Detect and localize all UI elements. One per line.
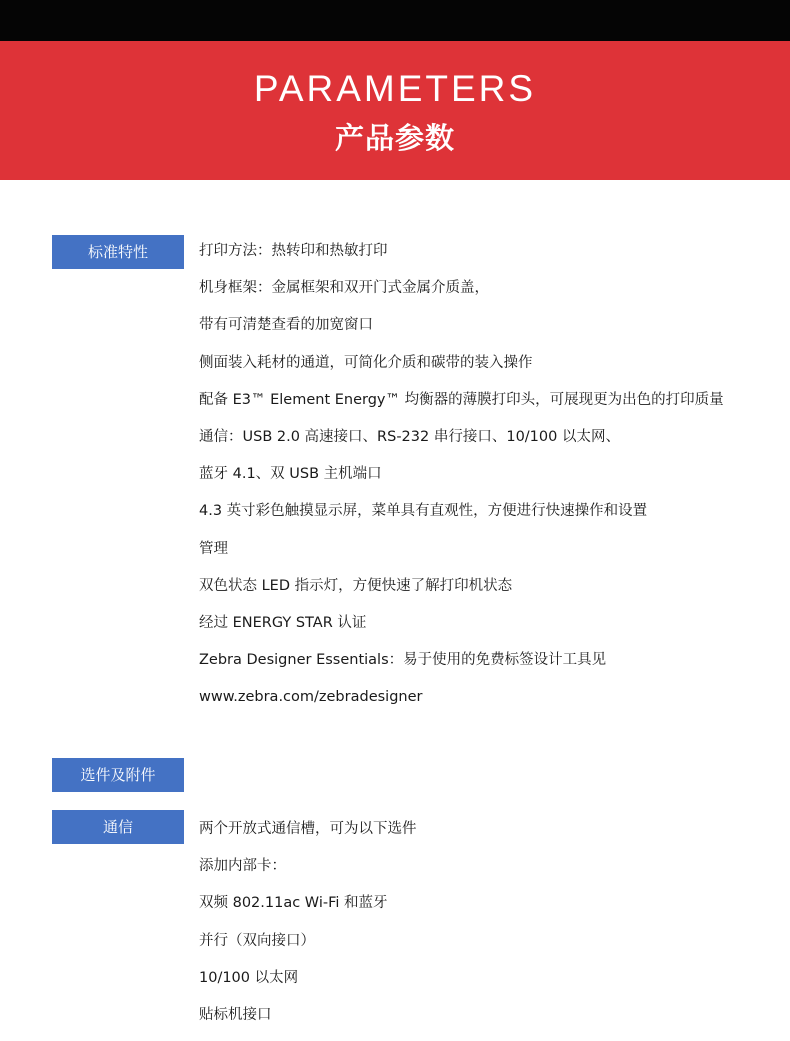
list-item: 管理 bbox=[199, 540, 228, 557]
list-item: 经过 ENERGY STAR 认证 bbox=[199, 614, 367, 631]
section-tag-communication: 通信 bbox=[52, 810, 184, 844]
list-item: 两个开放式通信槽，可为以下选件 bbox=[199, 821, 417, 837]
list-item: 添加内部卡： bbox=[199, 858, 286, 875]
standard-features-list bbox=[199, 240, 724, 723]
banner-title-cn: 产品参数 bbox=[334, 121, 455, 155]
list-item: 带有可清楚查看的加宽窗口 bbox=[199, 317, 373, 334]
list-item: 机身框架：金属框架和双开门式金属介质盖， bbox=[199, 280, 489, 297]
list-item: www.zebra.com/zebradesigner bbox=[199, 689, 423, 706]
communication-list bbox=[199, 818, 417, 1041]
list-item: 通信：USB 2.0 高速接口、RS-232 串行接口、10/100 以太网、 bbox=[199, 428, 620, 445]
list-item: Zebra Designer Essentials：易于使用的免费标签设计工具见 bbox=[199, 652, 607, 669]
header-banner bbox=[0, 41, 790, 180]
section-tag-options-accessories: 选件及附件 bbox=[52, 758, 184, 792]
list-item: 蓝牙 4.1、双 USB 主机端口 bbox=[199, 466, 382, 483]
list-item: 10/100 以太网 bbox=[199, 969, 299, 986]
list-item: 双色状态 LED 指示灯，方便快速了解打印机状态 bbox=[199, 577, 513, 594]
top-bar bbox=[0, 0, 790, 41]
list-item: 并行（双向接口） bbox=[199, 932, 315, 949]
list-item: 侧面装入耗材的通道，可简化介质和碳带的装入操作 bbox=[199, 354, 533, 371]
list-item: 配备 E3™ Element Energy™ 均衡器的薄膜打印头，可展现更为出色的打印质量 bbox=[199, 391, 724, 408]
list-item: 贴标机接口 bbox=[199, 1006, 272, 1023]
list-item: 4.3 英寸彩色触摸显示屏，菜单具有直观性，方便进行快速操作和设置 bbox=[199, 503, 648, 520]
list-item: 打印方法：热转印和热敏打印 bbox=[199, 243, 388, 259]
list-item: 双频 802.11ac Wi-Fi 和蓝牙 bbox=[199, 895, 388, 912]
section-tag-standard-features: 标准特性 bbox=[52, 235, 184, 269]
banner-title-en: PARAMETERS bbox=[253, 68, 537, 109]
